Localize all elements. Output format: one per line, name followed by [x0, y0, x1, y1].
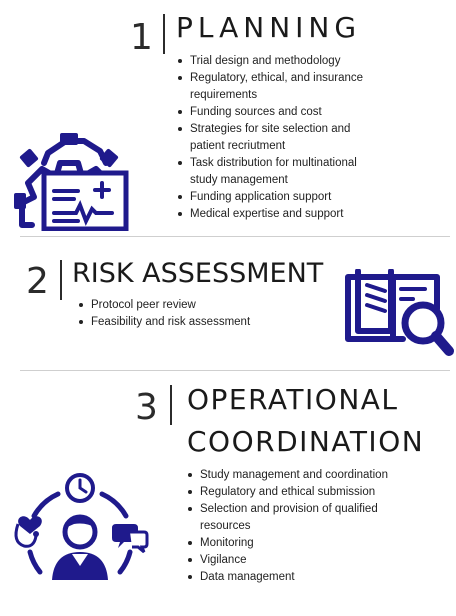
section-divider: [20, 236, 450, 237]
list-item: Trial design and methodology: [176, 53, 376, 70]
list-item: Funding sources and cost: [176, 104, 376, 121]
planning-list: [176, 53, 376, 223]
list-item: Strategies for site selection and patient recriutment: [176, 121, 376, 155]
title-divider: [163, 14, 165, 54]
list-item: Medical expertise and support: [176, 206, 376, 223]
list-item: Monitoring: [186, 535, 401, 552]
book-magnifier-icon: [343, 269, 455, 357]
list-item: Vigilance: [186, 552, 401, 569]
risk-list: [77, 297, 317, 331]
section-title: RISK ASSESSMENT: [72, 258, 324, 289]
operational-list: [186, 467, 401, 586]
list-item: Regulatory and ethical submission: [186, 484, 401, 501]
section-divider: [20, 370, 450, 371]
title-divider: [170, 385, 172, 425]
list-item: Feasibility and risk assessment: [77, 314, 317, 331]
list-item: Data management: [186, 569, 401, 586]
list-item: Selection and provision of qualified resources: [186, 501, 401, 535]
list-item: Regulatory, ethical, and insurance requirements: [176, 70, 376, 104]
section-number: 3: [135, 387, 158, 428]
coordinator-icon: [10, 472, 150, 582]
section-number: 2: [26, 261, 49, 302]
section-title-line2: COORDINATION: [187, 425, 425, 458]
list-item: Protocol peer review: [77, 297, 317, 314]
title-divider: [60, 260, 62, 300]
section-number: 1: [130, 17, 153, 58]
list-item: Task distribution for multinational study management: [176, 155, 376, 189]
list-item: Funding application support: [176, 189, 376, 206]
section-title-line1: OPERATIONAL: [187, 383, 399, 416]
section-title: PLANNING: [176, 11, 362, 44]
list-item: Study management and coordination: [186, 467, 401, 484]
gear-document-icon: [14, 133, 144, 231]
